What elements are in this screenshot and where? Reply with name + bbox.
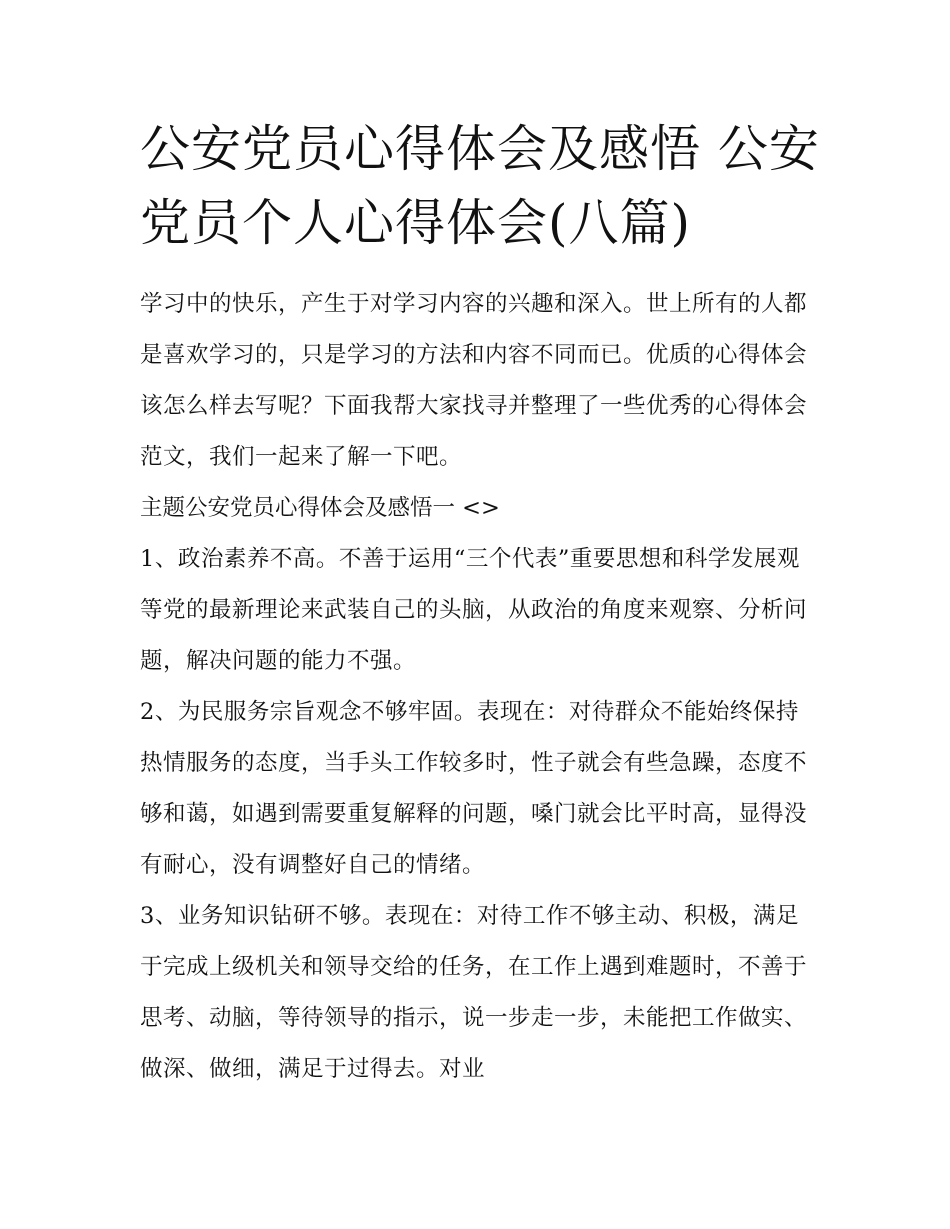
- section-heading: 主题公安党员心得体会及感悟一 <>: [140, 495, 500, 521]
- list-item-1: 1、政治素养不高。不善于运用“三个代表”重要思想和科学发展观等党的最新理论来武装自己的头脑，从政治的角度来观察、分析问题，解决问题的能力不强。: [140, 546, 808, 674]
- list-item-2: 2、为民服务宗旨观念不够牢固。表现在：对待群众不能始终保持热情服务的态度，当手头工作较多时，性子就会有些急躁，态度不够和蔼，如遇到需要重复解释的问题，嗓门就会比平时高，显得没有耐心，没有调整好自己的情绪。: [140, 699, 808, 878]
- document-title: 公安党员心得体会及感悟 公安党员个人心得体会(八篇): [140, 120, 820, 252]
- list-item-3: 3、业务知识钻研不够。表现在：对待工作不够主动、积极，满足于完成上级机关和领导交给的任务，在工作上遇到难题时，不善于思考、动脑，等待领导的指示，说一步走一步，未能把工作做实、做深、做细，满足于过得去。对业: [140, 903, 808, 1082]
- document-body: [140, 279, 820, 1095]
- intro-paragraph: 学习中的快乐，产生于对学习内容的兴趣和深入。世上所有的人都是喜欢学习的，只是学习的方法和内容不同而已。优质的心得体会该怎么样去写呢？下面我帮大家找寻并整理了一些优秀的心得体会范文，我们一起来了解一下吧。: [140, 291, 808, 470]
